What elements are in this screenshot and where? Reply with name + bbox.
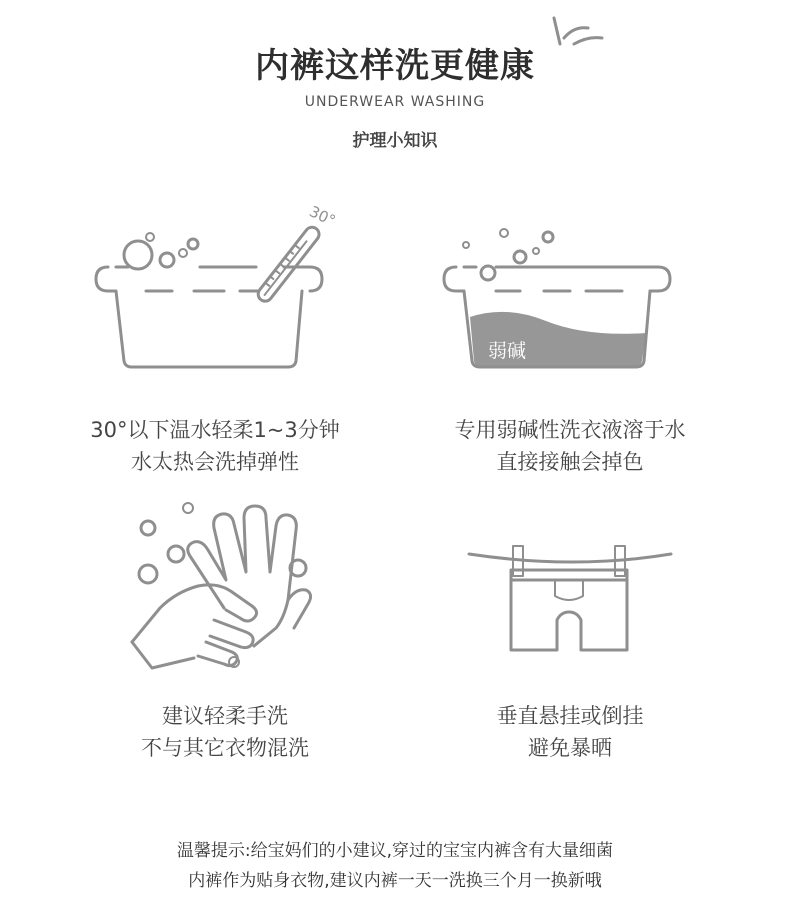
thermometer-basin-icon [88, 195, 338, 375]
hanging-underwear-icon [465, 540, 685, 660]
tip-caption-temperature [40, 414, 390, 478]
accent-strokes-icon [548, 10, 608, 50]
alkaline-basin-icon [436, 225, 686, 405]
section-heading: 护理小知识 [352, 131, 438, 151]
tip-line: 水太热会洗掉弹性 [131, 450, 299, 474]
temperature-label: 30° [306, 202, 339, 230]
tip-line: 建议轻柔手洗 [162, 704, 288, 728]
tip-line: 30°以下温水轻柔1~3分钟 [90, 418, 340, 442]
tip-caption-drying [395, 700, 745, 764]
page-title: 内裤这样洗更健康 [255, 46, 535, 86]
tip-line: 不与其它衣物混洗 [141, 736, 309, 760]
tip-line: 专用弱碱性洗衣液溶于水 [454, 418, 686, 442]
footer-line: 内裤作为贴身衣物,建议内裤一天一洗换三个月一换新哦 [188, 871, 602, 891]
alkaline-label: 弱碱 [488, 340, 527, 362]
tip-caption-detergent [395, 414, 745, 478]
page-subtitle: UNDERWEAR WASHING [304, 94, 486, 110]
footer-note [0, 836, 790, 896]
tip-caption-handwash [50, 700, 400, 764]
hand-wash-icon [128, 500, 328, 675]
tip-line: 垂直悬挂或倒挂 [496, 704, 644, 728]
footer-line: 温馨提示:给宝妈们的小建议,穿过的宝宝内裤含有大量细菌 [176, 841, 614, 861]
tip-line: 直接接触会掉色 [496, 450, 644, 474]
tip-line: 避免暴晒 [528, 736, 612, 760]
